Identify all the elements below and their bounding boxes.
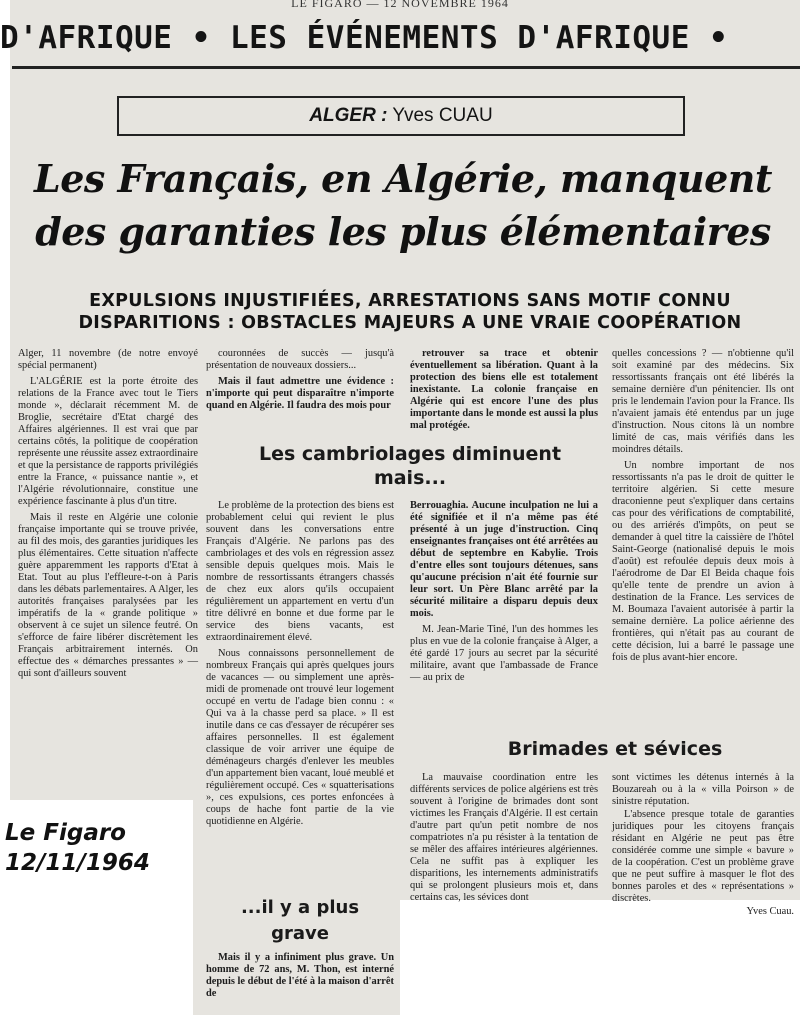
subhead-line-2: DISPARITIONS : OBSTACLES MAJEURS A UNE VRAIE COOPÉRATION bbox=[78, 313, 742, 333]
column-4-bottom bbox=[612, 772, 794, 917]
subhead bbox=[30, 290, 790, 334]
byline-author: Yves CUAU bbox=[392, 105, 493, 126]
column-3-bottom bbox=[410, 772, 598, 903]
column-2-body bbox=[206, 500, 394, 870]
caption-date: 12/11/1964 bbox=[5, 850, 150, 876]
paragraph-detentions: Berrouaghia. Aucune inculpation ne lui a été signifiée et il n'a même pas été présenté à un juge d'instruction. Cinq enseignantes françaises ont été arrêtées au début de septembre en Kabylie. Trois d'entre elles sont toujours détenues, sans qu'aucune précision n'ait été fournie sur leur sort. Un Père Blanc arrêté par la sécurité militaire a disparu depuis deux mois. bbox=[410, 500, 598, 619]
section-rubric: D'AFRIQUE • LES ÉVÉNEMENTS D'AFRIQUE • bbox=[0, 20, 729, 56]
paragraph-protection: retrouver sa trace et obtenir éventuellement sa libération. Quant à la protection des biens elle est totalement inexistante. La colonie française en Algérie qui est encore l'une des plus importante dans le monde est aussi la plus mal protégée. bbox=[410, 348, 598, 431]
paragraph-evidence: Mais il faut admettre une évidence : n'importe qui peut disparaître n'importe quand en Algérie. Il faudra des mois pour bbox=[206, 376, 394, 411]
caption-newspaper: Le Figaro bbox=[5, 820, 126, 846]
paragraph-graver: Mais il y a infiniment plus grave. Un homme de 72 ans, M. Thon, est interné depuis le début de l'été à la maison d'arrêt de bbox=[206, 952, 394, 999]
paragraph-concessions: quelles concessions ? — n'obtienne qu'il soit examiné par des médecins. Six ressortissants français ont été libérés la semaine dernière d'un pénitencier. Ils ont pris le lendemain l'avion pour la France. Ils n'avaient jamais été entendus par un juge d'instruction. Nous citons là un nombre limité de cas, mais vérifiés dans les moindres détails. bbox=[612, 348, 794, 455]
signature: Yves Cuau. bbox=[746, 906, 794, 917]
rubric-rule bbox=[12, 66, 800, 69]
column-4-top bbox=[612, 348, 794, 726]
byline-box bbox=[117, 96, 685, 136]
subhead-line-1: EXPULSIONS INJUSTIFIÉES, ARRESTATIONS SANS MOTIF CONNU bbox=[89, 291, 731, 311]
intertitle-burglaries: Les cambriolages diminuent mais... bbox=[258, 443, 562, 489]
dateline: Alger, 11 novembre (de notre envoyé spécial permanent) bbox=[18, 348, 198, 371]
paragraph-conclusion: L'absence presque totale de garanties juridiques pour les citoyens français résidant en Algérie ne peut pas être considérée comme une simple « bavure » de la coopération. C'est un problème grave que ne peut suffire à masquer le flot des bonnes paroles et des « représentations » discrètes. bbox=[612, 809, 794, 904]
paragraph-victims: sont victimes les détenus internés à la Bouzareah ou à la « villa Poirson » de sinistre réputation. bbox=[612, 772, 794, 807]
column-3-top bbox=[410, 348, 598, 440]
intertitle-worse: ...il y a plus grave bbox=[240, 897, 360, 944]
byline-city: ALGER : bbox=[309, 105, 388, 126]
paragraph-colony: Mais il reste en Algérie une colonie française importante qui se trouve privée, au fil des mois, des garanties juridiques les plus élémentaires. Cette situation n'affecte guère apparemment les rapports d'Etat à Etat. Tout au plus l'effleure-t-on à Paris dans les débats parlementaires. A Alger, les autorités françaises paralysées par les impératifs de la « grande politique » observent à ce sujet un silence feutré. On s'efforce de faire libérer discrètement les Français arbitrairement internés. On effectue des « démarches pressantes » — qui sont d'ailleurs souvent bbox=[18, 512, 198, 679]
paragraph-tine: M. Jean-Marie Tiné, l'un des hommes les plus en vue de la colonie française à Alger, a été gardé 17 jours au secret par la sécurité militaire, avant que l'ambassade de France — au prix de bbox=[410, 624, 598, 683]
paragraph-property: Le problème de la protection des biens est probablement celui qui revient le plus souvent dans les conversations entre Français d'Algérie. Ne parlons pas des cambriolages et des vols en régression assez sensible depuis quelques mois. Mais le nombre de ressortissants étrangers chassés de chez eux alors qu'ils occupaient régulièrement un appartement en vertu d'un titre délivré en bonne et due forme par le service des biens vacants, est extraordinairement élevé. bbox=[206, 500, 394, 643]
paragraph-exit-ban: Un nombre important de nos ressortissants n'a pas le droit de quitter le territoire algérien. Si cette mesure draconienne peut s'expliquer dans certains cas pour des vérifications de comptabilité, ou des arriérés d'impôts, on peut se demander à quel titre la caissière de l'hôtel Saint-George (nationalisé depuis le mois d'août) est refoulée depuis deux mois à l'aérodrome de Dar El Beida chaque fois qu'elle tente de prendre un avion à destination de la France. Les services de M. Boumaza l'avaient autorisée à partir la semaine dernière. La police aérienne des frontières, qui n'était pas au courant de cette décision, lui a barré le passage une fois de plus avant-hier encore. bbox=[612, 460, 794, 663]
paragraph-intro: L'ALGÉRIE est la porte étroite des relations de la France avec tout le Tiers monde », déclarait récemment M. de Broglie, secrétaire d'Etat chargé des Affaires algériennes. Il est vrai que par certains côtés, la politique de coopération représente une réussite assez extraordinaire et que la persistance de rapports privilégiés entre la France, « puissance nantie », et l'Algérie révolutionnaire, constitue une expérience fascinante à plus d'un titre. bbox=[18, 376, 199, 507]
source-caption bbox=[5, 818, 150, 878]
column-2-bottom bbox=[206, 952, 394, 1014]
paragraph-success: couronnées de succès — jusqu'à présentation de nouveaux dossiers... bbox=[206, 348, 394, 371]
paragraph-coordination: La mauvaise coordination entre les différents services de police algériens est très souvent à l'origine de brimades dont sont victimes les Français d'Algérie. Il est certain d'autre part qu'un petit nombre de nos compatriotes n'a pu résister à la tentation de se mêler des affaires intérieures algériennes. Cela ne suffit pas à expliquer les disparitions, les internements administratifs qui se prolongent plusieurs mois et, dans certains cas, les sévices dont bbox=[410, 772, 598, 903]
column-2-top bbox=[206, 348, 394, 440]
column-3-body bbox=[410, 500, 598, 722]
column-1 bbox=[18, 348, 198, 778]
intertitle-harassment: Brimades et sévices bbox=[507, 738, 723, 760]
masthead: LE FIGARO — 12 NOVEMBRE 1964 bbox=[291, 0, 509, 10]
paragraph-squatting: Nous connaissons personnellement de nombreux Français qui après quelques jours de vacances — ou simplement une après-midi de promenade ont trouvé leur logement occupé en vertu de l'adage bien connu : « Qui va à la chasse perd sa place. » Il est inutile dans ce cas d'essayer de récupérer ses affaires personnelles. Il est également classique de voir arriver une équipe de déménageurs chargés d'enlever les meubles d'un appartement bien vacant, loué meublé et régulièrement occupé. Ces « squatterisations », ces expulsions, ces portes enfoncées à coups de hache font partie de la vie quotidienne en Algérie. bbox=[206, 648, 394, 827]
headline: Les Français, en Algérie, manquent des garanties les plus élémentaires bbox=[34, 156, 772, 254]
